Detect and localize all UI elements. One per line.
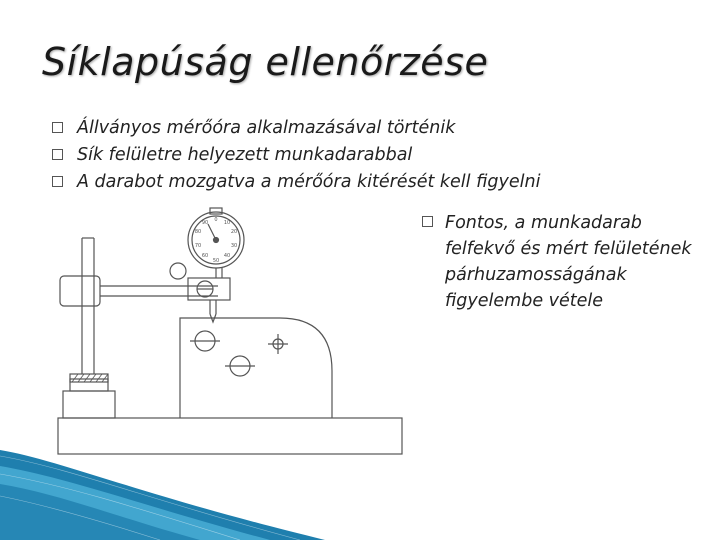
stand-base	[63, 391, 115, 418]
bullet-item	[52, 114, 540, 141]
surface-plate	[58, 418, 402, 454]
dial-scale-label: 90	[201, 220, 209, 226]
note-text: Fontos, a munkadarab felfekvő és mért felületének párhuzamosságának figyelembe vétele	[445, 213, 692, 311]
dial-scale-label: 40	[223, 253, 231, 259]
checkbox-bullet-icon	[422, 216, 433, 227]
dial-indicator-drawing	[50, 196, 410, 466]
checkbox-bullet-icon	[52, 122, 63, 133]
checkbox-bullet-icon	[52, 176, 63, 187]
dial-scale-label: 80	[194, 229, 202, 235]
bullet-text: A darabot mozgatva a mérőóra kitérését kell figyelni	[77, 171, 541, 192]
dial-scale-label: 0	[214, 217, 218, 223]
bullet-list	[52, 114, 540, 195]
dial-scale-label: 10	[223, 220, 231, 226]
workpiece	[180, 318, 332, 418]
arm-knob	[170, 263, 186, 279]
dial-scale-label: 30	[230, 243, 238, 249]
bullet-item	[52, 141, 540, 168]
corner-wave-decoration	[0, 450, 330, 540]
slide-title: Síklapúság ellenőrzése	[42, 40, 489, 84]
dial-scale-label: 60	[201, 253, 209, 259]
dial-scale-label: 20	[230, 229, 238, 235]
dial-scale-label: 50	[212, 258, 220, 264]
dial-scale-label: 70	[194, 243, 202, 249]
checkbox-bullet-icon	[52, 149, 63, 160]
knurl-hatching	[72, 374, 108, 382]
bullet-text: Állványos mérőóra alkalmazásával történik	[77, 117, 456, 138]
note-item	[422, 210, 692, 314]
bullet-text: Sík felületre helyezett munkadarabbal	[77, 144, 413, 165]
bullet-item	[52, 168, 540, 195]
